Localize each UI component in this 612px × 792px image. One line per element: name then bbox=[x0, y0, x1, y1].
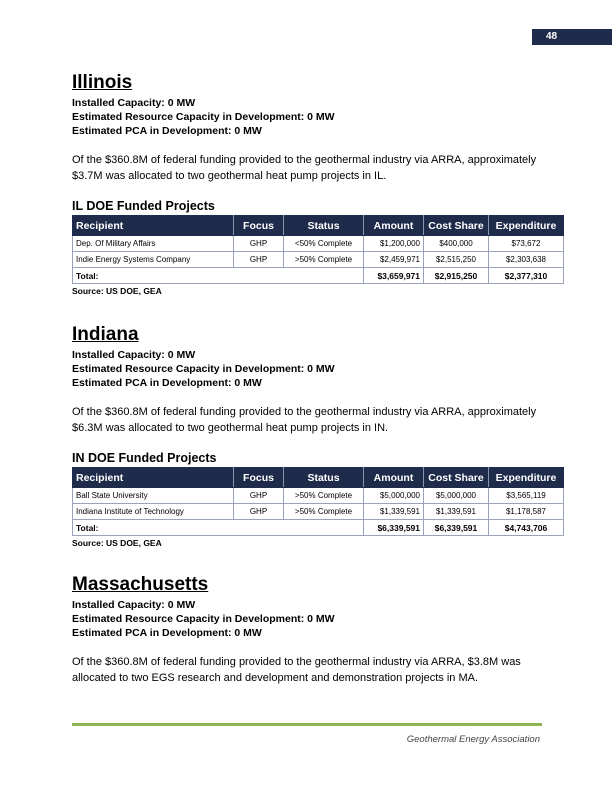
total-expenditure: $2,377,310 bbox=[489, 268, 564, 284]
state-title: Massachusetts bbox=[72, 574, 209, 595]
total-cost-share: $6,339,591 bbox=[424, 520, 489, 536]
col-focus: Focus bbox=[234, 216, 284, 236]
total-cost-share: $2,915,250 bbox=[424, 268, 489, 284]
source-note: Source: US DOE, GEA bbox=[72, 538, 162, 548]
table-row bbox=[73, 504, 564, 520]
pca-capacity: Estimated PCA in Development: 0 MW bbox=[72, 627, 262, 639]
state-title: Indiana bbox=[72, 324, 139, 345]
table-title: IN DOE Funded Projects bbox=[72, 451, 217, 465]
installed-capacity: Installed Capacity: 0 MW bbox=[72, 97, 196, 109]
cell-status: >50% Complete bbox=[284, 488, 364, 504]
total-label: Total: bbox=[73, 268, 364, 284]
col-cost-share: Cost Share bbox=[424, 216, 489, 236]
footer-text: Geothermal Energy Association bbox=[406, 734, 540, 745]
funding-paragraph: Of the $360.8M of federal funding provided to the geothermal industry via ARRA, approximately $3.7M was allocated to two geothermal heat pump projects in IL. bbox=[72, 154, 537, 182]
total-amount: $3,659,971 bbox=[364, 268, 424, 284]
col-amount: Amount bbox=[364, 216, 424, 236]
section-illinois bbox=[72, 72, 562, 297]
col-status: Status bbox=[284, 216, 364, 236]
cell-focus: GHP bbox=[234, 236, 284, 252]
cell-amount: $1,200,000 bbox=[364, 236, 424, 252]
total-label: Total: bbox=[73, 520, 364, 536]
section-indiana bbox=[72, 324, 562, 549]
projects-table bbox=[72, 467, 564, 536]
pca-capacity: Estimated PCA in Development: 0 MW bbox=[72, 125, 262, 137]
cell-cost-share: $2,515,250 bbox=[424, 252, 489, 268]
cell-recipient: Dep. Of Military Affairs bbox=[73, 236, 234, 252]
cell-expenditure: $3,565,119 bbox=[489, 488, 564, 504]
funding-paragraph: Of the $360.8M of federal funding provided to the geothermal industry via ARRA, $3.8M was allocated to two EGS research and development and demonstration projects in MA. bbox=[72, 656, 521, 684]
cell-status: >50% Complete bbox=[284, 504, 364, 520]
cell-status: <50% Complete bbox=[284, 236, 364, 252]
cell-expenditure: $73,672 bbox=[489, 236, 564, 252]
total-amount: $6,339,591 bbox=[364, 520, 424, 536]
section-massachusetts bbox=[72, 574, 562, 686]
cell-status: >50% Complete bbox=[284, 252, 364, 268]
total-row bbox=[73, 520, 564, 536]
col-recipient: Recipient bbox=[73, 468, 234, 488]
table-header bbox=[73, 468, 564, 488]
source-note: Source: US DOE, GEA bbox=[72, 286, 162, 296]
col-expenditure: Expenditure bbox=[489, 468, 564, 488]
cell-recipient: Indie Energy Systems Company bbox=[73, 252, 234, 268]
cell-expenditure: $1,178,587 bbox=[489, 504, 564, 520]
col-expenditure: Expenditure bbox=[489, 216, 564, 236]
cell-amount: $1,339,591 bbox=[364, 504, 424, 520]
table-row bbox=[73, 252, 564, 268]
cell-recipient: Ball State University bbox=[73, 488, 234, 504]
funding-paragraph: Of the $360.8M of federal funding provided to the geothermal industry via ARRA, approximately $6.3M was allocated to two geothermal heat pump projects in IN. bbox=[72, 406, 537, 434]
col-status: Status bbox=[284, 468, 364, 488]
col-focus: Focus bbox=[234, 468, 284, 488]
state-title: Illinois bbox=[72, 72, 133, 93]
col-cost-share: Cost Share bbox=[424, 468, 489, 488]
cell-amount: $5,000,000 bbox=[364, 488, 424, 504]
table-header bbox=[73, 216, 564, 236]
table-row bbox=[73, 236, 564, 252]
installed-capacity: Installed Capacity: 0 MW bbox=[72, 599, 196, 611]
cell-recipient: Indiana Institute of Technology bbox=[73, 504, 234, 520]
col-amount: Amount bbox=[364, 468, 424, 488]
cell-cost-share: $5,000,000 bbox=[424, 488, 489, 504]
total-row bbox=[73, 268, 564, 284]
table-row bbox=[73, 488, 564, 504]
cell-focus: GHP bbox=[234, 504, 284, 520]
cell-cost-share: $400,000 bbox=[424, 236, 489, 252]
footer-divider bbox=[72, 723, 542, 726]
cell-cost-share: $1,339,591 bbox=[424, 504, 489, 520]
col-recipient: Recipient bbox=[73, 216, 234, 236]
resource-capacity: Estimated Resource Capacity in Development: 0 MW bbox=[72, 613, 335, 625]
installed-capacity: Installed Capacity: 0 MW bbox=[72, 349, 196, 361]
pca-capacity: Estimated PCA in Development: 0 MW bbox=[72, 377, 262, 389]
cell-amount: $2,459,971 bbox=[364, 252, 424, 268]
page-number: 48 bbox=[532, 29, 612, 45]
total-expenditure: $4,743,706 bbox=[489, 520, 564, 536]
cell-focus: GHP bbox=[234, 488, 284, 504]
cell-expenditure: $2,303,638 bbox=[489, 252, 564, 268]
resource-capacity: Estimated Resource Capacity in Development: 0 MW bbox=[72, 363, 335, 375]
table-title: IL DOE Funded Projects bbox=[72, 199, 215, 213]
cell-focus: GHP bbox=[234, 252, 284, 268]
resource-capacity: Estimated Resource Capacity in Development: 0 MW bbox=[72, 111, 335, 123]
projects-table bbox=[72, 215, 564, 284]
